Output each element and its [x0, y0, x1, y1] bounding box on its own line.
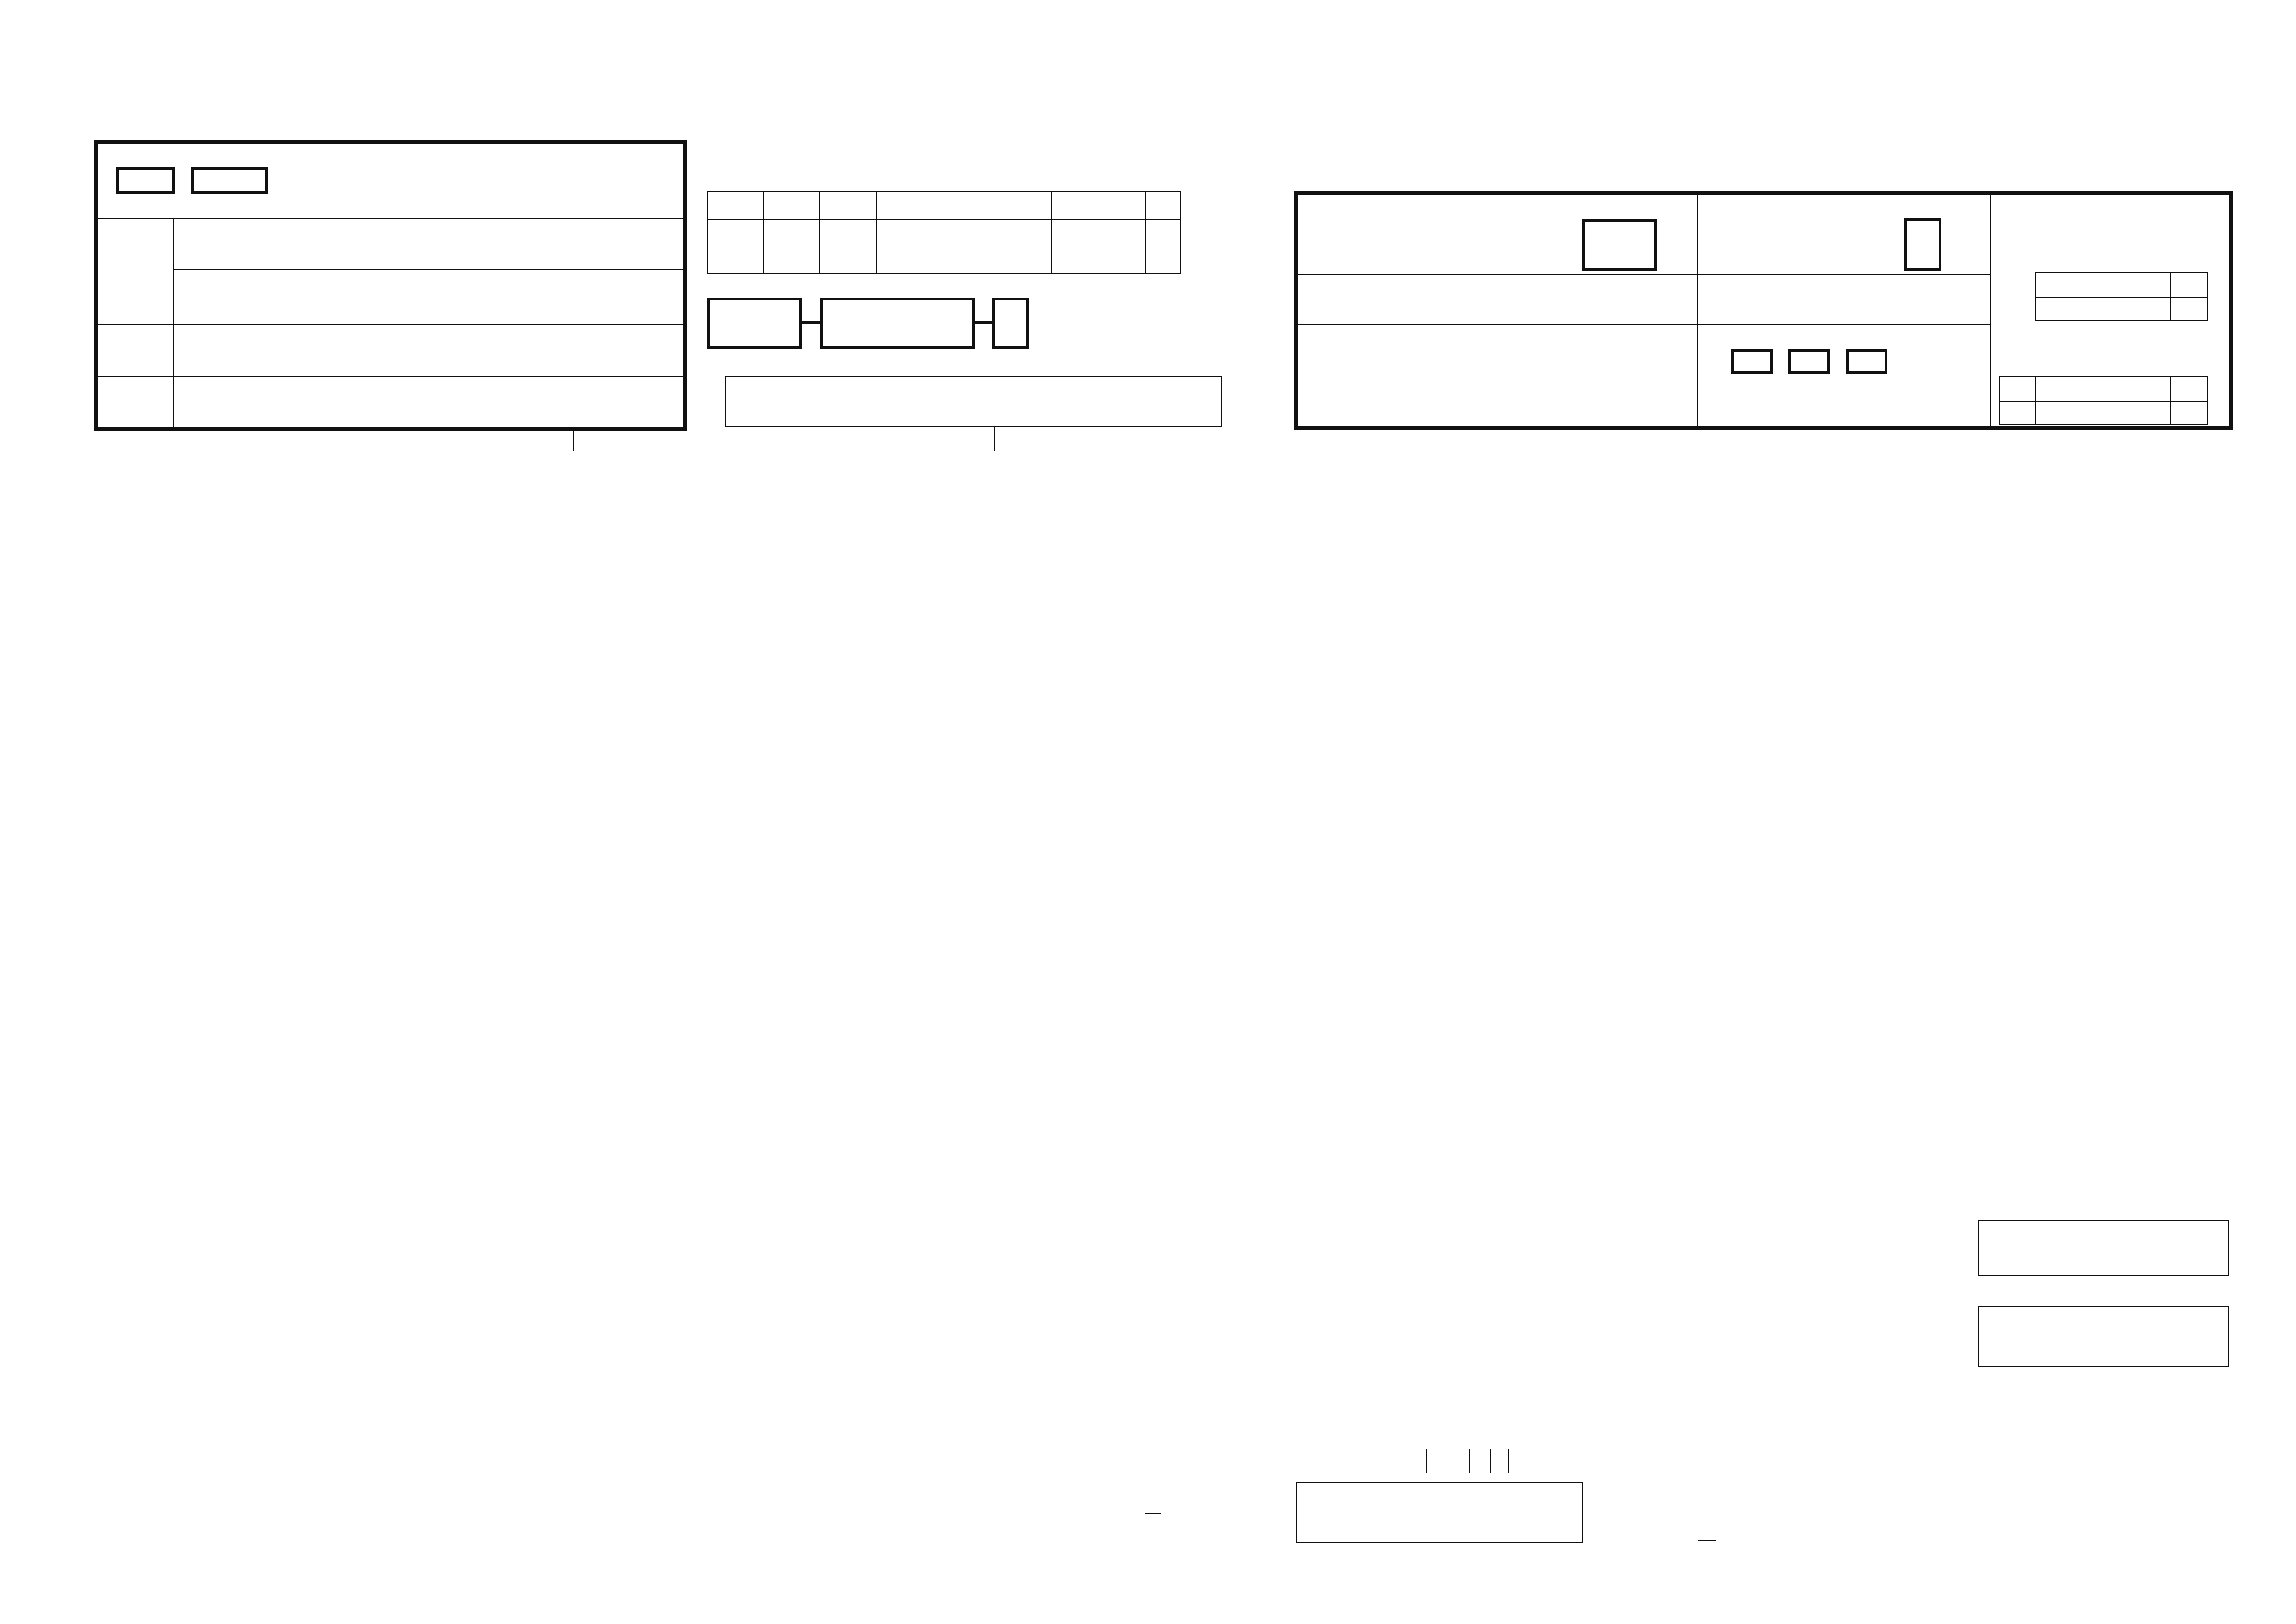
author-field[interactable] [1978, 1306, 2229, 1367]
date-ticks [1426, 1449, 1508, 1473]
divider [1145, 1513, 1161, 1514]
premium-field[interactable] [1978, 1220, 2229, 1276]
employer-name-field[interactable] [1296, 1482, 1583, 1543]
divider [1508, 1449, 1509, 1473]
divider [1469, 1449, 1470, 1473]
divider [1490, 1449, 1491, 1473]
divider [1698, 1540, 1716, 1541]
